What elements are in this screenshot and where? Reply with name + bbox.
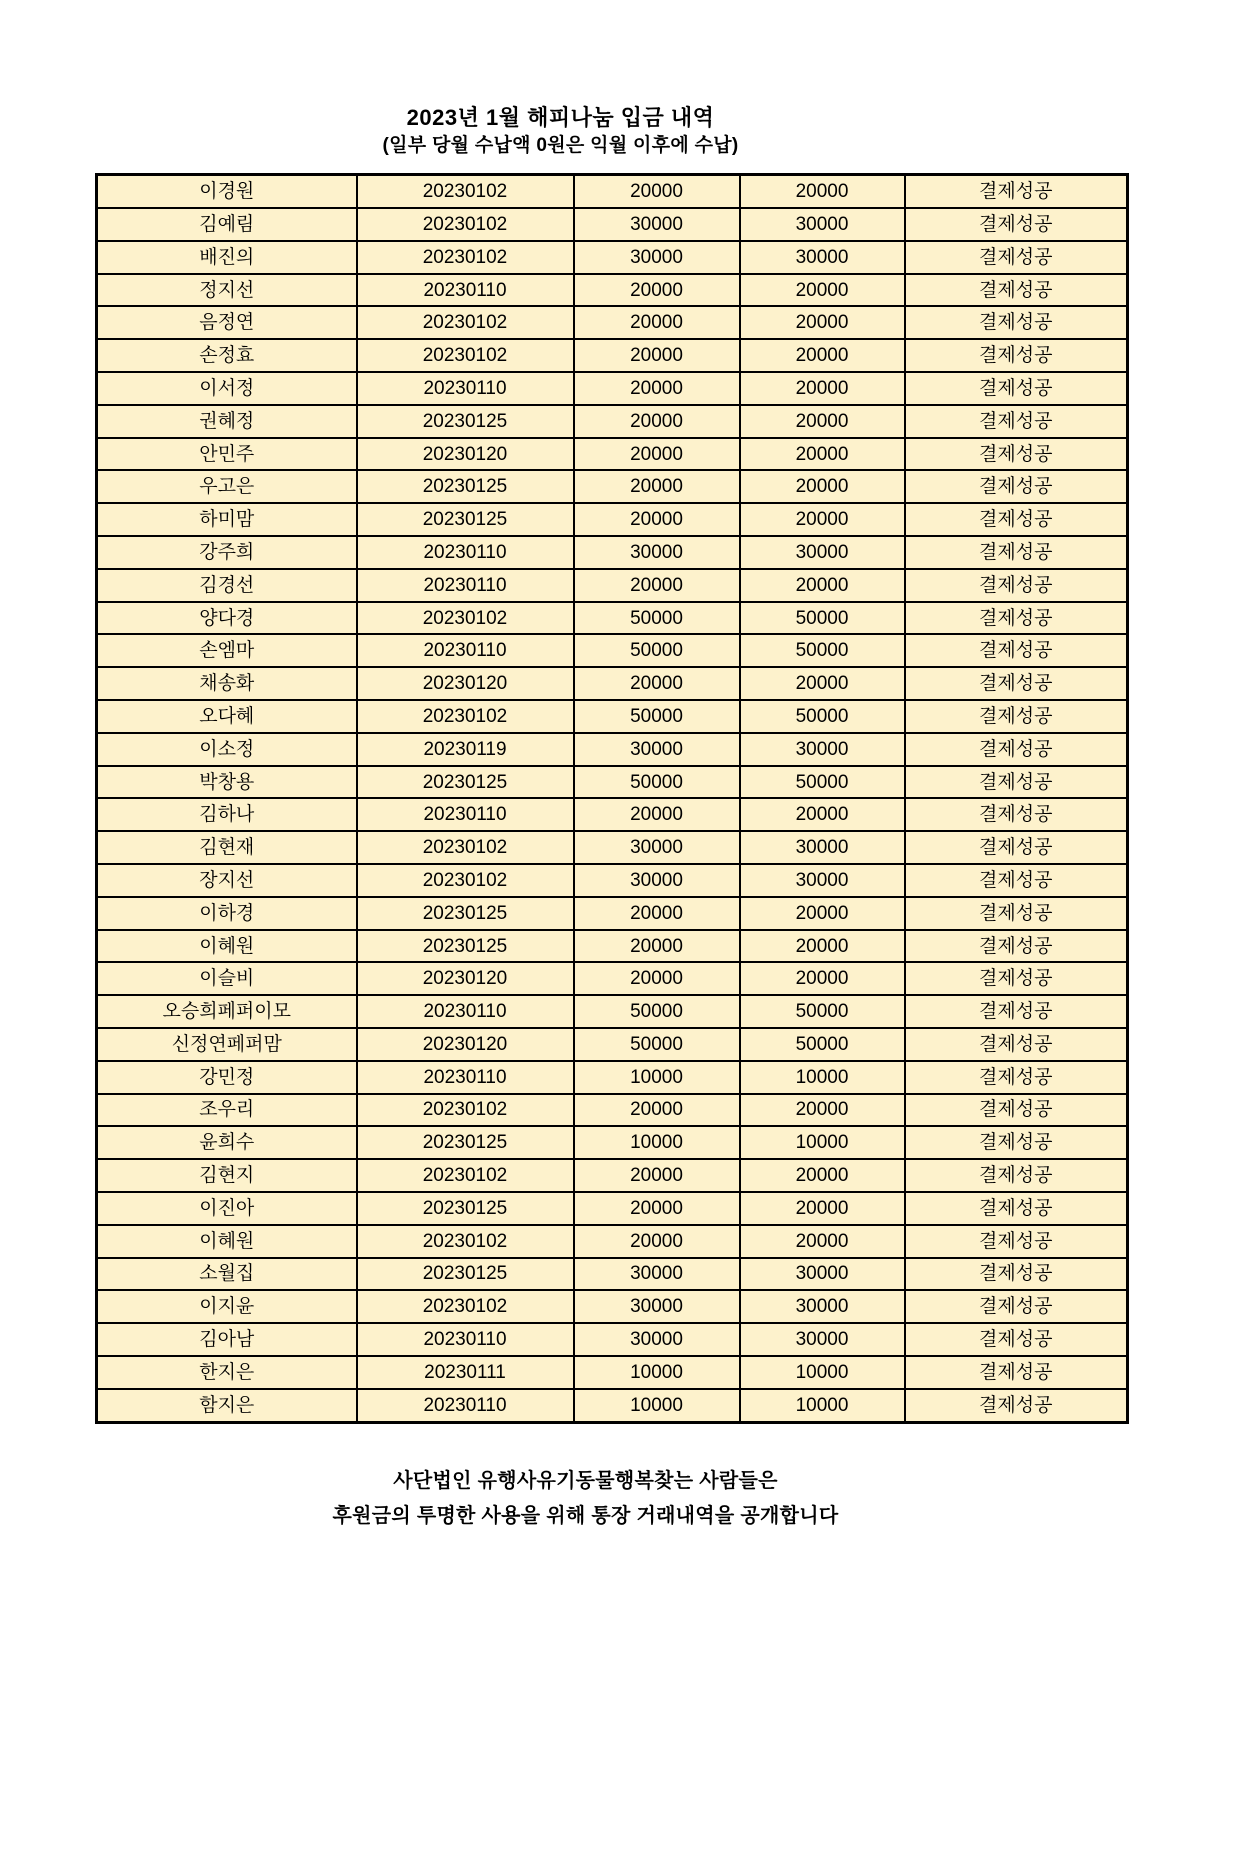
donor-name-cell: 이하경: [97, 897, 357, 930]
payment-status-cell: 결제성공: [905, 1258, 1128, 1291]
table-row: [97, 1192, 1128, 1225]
table-row: [97, 274, 1128, 307]
table-row: [97, 634, 1128, 667]
amount-paid-cell: 30000: [740, 241, 905, 274]
deposit-date-cell: 20230102: [357, 602, 574, 635]
amount-paid-cell: 10000: [740, 1061, 905, 1094]
donor-name-cell: 이혜원: [97, 930, 357, 963]
deposit-date-cell: 20230120: [357, 962, 574, 995]
donor-name-cell: 안민주: [97, 438, 357, 471]
deposit-date-cell: 20230110: [357, 798, 574, 831]
amount-paid-cell: 10000: [740, 1389, 905, 1422]
amount-billed-cell: 20000: [574, 1192, 740, 1225]
table-row: [97, 1356, 1128, 1389]
deposit-date-cell: 20230102: [357, 831, 574, 864]
table-row: [97, 175, 1128, 208]
table-row: [97, 602, 1128, 635]
page-title: 2023년 1월 해피나눔 입금 내역: [406, 105, 715, 130]
payment-status-cell: 결제성공: [905, 1290, 1128, 1323]
payment-status-cell: 결제성공: [905, 1192, 1128, 1225]
deposit-date-cell: 20230125: [357, 1192, 574, 1225]
payment-status-cell: 결제성공: [905, 306, 1128, 339]
donor-name-cell: 이소정: [97, 733, 357, 766]
amount-billed-cell: 10000: [574, 1389, 740, 1422]
amount-paid-cell: 30000: [740, 1323, 905, 1356]
donor-name-cell: 김경선: [97, 569, 357, 602]
table-row: [97, 405, 1128, 438]
payment-status-cell: 결제성공: [905, 798, 1128, 831]
amount-billed-cell: 20000: [574, 569, 740, 602]
amount-billed-cell: 50000: [574, 602, 740, 635]
amount-paid-cell: 30000: [740, 831, 905, 864]
amount-paid-cell: 20000: [740, 667, 905, 700]
deposit-date-cell: 20230110: [357, 1323, 574, 1356]
amount-billed-cell: 20000: [574, 438, 740, 471]
payment-status-cell: 결제성공: [905, 1094, 1128, 1127]
deposit-date-cell: 20230102: [357, 1159, 574, 1192]
table-row: [97, 798, 1128, 831]
amount-paid-cell: 20000: [740, 1192, 905, 1225]
payment-status-cell: 결제성공: [905, 1061, 1128, 1094]
deposit-date-cell: 20230102: [357, 208, 574, 241]
deposit-date-cell: 20230110: [357, 372, 574, 405]
payment-status-cell: 결제성공: [905, 766, 1128, 799]
amount-billed-cell: 20000: [574, 962, 740, 995]
donor-name-cell: 함지은: [97, 1389, 357, 1422]
deposit-date-cell: 20230102: [357, 1290, 574, 1323]
amount-billed-cell: 20000: [574, 798, 740, 831]
donor-name-cell: 장지선: [97, 864, 357, 897]
amount-paid-cell: 50000: [740, 766, 905, 799]
amount-billed-cell: 20000: [574, 274, 740, 307]
donor-name-cell: 김아남: [97, 1323, 357, 1356]
amount-billed-cell: 20000: [574, 503, 740, 536]
amount-paid-cell: 20000: [740, 798, 905, 831]
donor-name-cell: 이혜원: [97, 1225, 357, 1258]
table-row: [97, 372, 1128, 405]
deposit-date-cell: 20230102: [357, 175, 574, 208]
donor-name-cell: 조우리: [97, 1094, 357, 1127]
donor-name-cell: 소월집: [97, 1258, 357, 1291]
amount-billed-cell: 20000: [574, 372, 740, 405]
deposit-date-cell: 20230110: [357, 274, 574, 307]
deposit-table: [95, 173, 1129, 1423]
amount-paid-cell: 20000: [740, 1225, 905, 1258]
donor-name-cell: 박창용: [97, 766, 357, 799]
amount-billed-cell: 30000: [574, 1258, 740, 1291]
amount-billed-cell: 20000: [574, 930, 740, 963]
table-row: [97, 766, 1128, 799]
donor-name-cell: 채송화: [97, 667, 357, 700]
payment-status-cell: 결제성공: [905, 372, 1128, 405]
donor-name-cell: 이슬비: [97, 962, 357, 995]
amount-billed-cell: 30000: [574, 1290, 740, 1323]
deposit-date-cell: 20230102: [357, 339, 574, 372]
amount-paid-cell: 20000: [740, 175, 905, 208]
donor-name-cell: 강민정: [97, 1061, 357, 1094]
table-row: [97, 1389, 1128, 1422]
payment-status-cell: 결제성공: [905, 503, 1128, 536]
amount-billed-cell: 20000: [574, 1159, 740, 1192]
donor-name-cell: 손정효: [97, 339, 357, 372]
amount-paid-cell: 50000: [740, 634, 905, 667]
amount-paid-cell: 20000: [740, 339, 905, 372]
table-row: [97, 930, 1128, 963]
table-row: [97, 733, 1128, 766]
payment-status-cell: 결제성공: [905, 274, 1128, 307]
amount-billed-cell: 30000: [574, 733, 740, 766]
amount-paid-cell: 50000: [740, 602, 905, 635]
deposit-date-cell: 20230110: [357, 634, 574, 667]
donor-name-cell: 이경원: [97, 175, 357, 208]
amount-paid-cell: 20000: [740, 1094, 905, 1127]
deposit-date-cell: 20230120: [357, 438, 574, 471]
donor-name-cell: 이진아: [97, 1192, 357, 1225]
payment-status-cell: 결제성공: [905, 1323, 1128, 1356]
amount-paid-cell: 20000: [740, 503, 905, 536]
payment-status-cell: 결제성공: [905, 962, 1128, 995]
table-row: [97, 667, 1128, 700]
amount-paid-cell: 20000: [740, 1159, 905, 1192]
table-row: [97, 1126, 1128, 1159]
footer-line-2: 후원금의 투명한 사용을 위해 통장 거래내역을 공개합니다: [332, 1504, 839, 1527]
deposit-date-cell: 20230120: [357, 1028, 574, 1061]
donor-name-cell: 하미맘: [97, 503, 357, 536]
payment-status-cell: 결제성공: [905, 634, 1128, 667]
amount-billed-cell: 30000: [574, 208, 740, 241]
deposit-date-cell: 20230110: [357, 569, 574, 602]
table-row: [97, 1290, 1128, 1323]
amount-billed-cell: 20000: [574, 175, 740, 208]
deposit-date-cell: 20230102: [357, 864, 574, 897]
amount-paid-cell: 20000: [740, 569, 905, 602]
deposit-date-cell: 20230125: [357, 1258, 574, 1291]
amount-paid-cell: 30000: [740, 733, 905, 766]
payment-status-cell: 결제성공: [905, 339, 1128, 372]
amount-paid-cell: 20000: [740, 438, 905, 471]
payment-status-cell: 결제성공: [905, 831, 1128, 864]
table-row: [97, 700, 1128, 733]
donor-name-cell: 김현지: [97, 1159, 357, 1192]
amount-billed-cell: 10000: [574, 1126, 740, 1159]
amount-paid-cell: 10000: [740, 1356, 905, 1389]
amount-paid-cell: 50000: [740, 995, 905, 1028]
donor-name-cell: 우고은: [97, 470, 357, 503]
deposit-date-cell: 20230125: [357, 930, 574, 963]
payment-status-cell: 결제성공: [905, 569, 1128, 602]
document-header: [95, 103, 1126, 159]
amount-paid-cell: 20000: [740, 930, 905, 963]
amount-paid-cell: 30000: [740, 536, 905, 569]
table-row: [97, 503, 1128, 536]
donor-name-cell: 손엠마: [97, 634, 357, 667]
donor-name-cell: 윤희수: [97, 1126, 357, 1159]
table-row: [97, 1028, 1128, 1061]
deposit-date-cell: 20230120: [357, 667, 574, 700]
amount-paid-cell: 50000: [740, 1028, 905, 1061]
table-row: [97, 470, 1128, 503]
amount-billed-cell: 30000: [574, 241, 740, 274]
payment-status-cell: 결제성공: [905, 405, 1128, 438]
amount-paid-cell: 30000: [740, 1258, 905, 1291]
amount-paid-cell: 30000: [740, 864, 905, 897]
deposit-date-cell: 20230125: [357, 503, 574, 536]
table-row: [97, 897, 1128, 930]
donor-name-cell: 이지윤: [97, 1290, 357, 1323]
amount-paid-cell: 30000: [740, 1290, 905, 1323]
payment-status-cell: 결제성공: [905, 667, 1128, 700]
deposit-date-cell: 20230110: [357, 995, 574, 1028]
payment-status-cell: 결제성공: [905, 995, 1128, 1028]
amount-paid-cell: 20000: [740, 306, 905, 339]
payment-status-cell: 결제성공: [905, 208, 1128, 241]
payment-status-cell: 결제성공: [905, 175, 1128, 208]
payment-status-cell: 결제성공: [905, 700, 1128, 733]
deposit-date-cell: 20230111: [357, 1356, 574, 1389]
payment-status-cell: 결제성공: [905, 1225, 1128, 1258]
donor-name-cell: 김하나: [97, 798, 357, 831]
table-row: [97, 1061, 1128, 1094]
table-row: [97, 1094, 1128, 1127]
amount-billed-cell: 20000: [574, 306, 740, 339]
table-row: [97, 1159, 1128, 1192]
payment-status-cell: 결제성공: [905, 930, 1128, 963]
deposit-date-cell: 20230110: [357, 1389, 574, 1422]
amount-billed-cell: 10000: [574, 1061, 740, 1094]
amount-billed-cell: 30000: [574, 864, 740, 897]
payment-status-cell: 결제성공: [905, 602, 1128, 635]
table-row: [97, 536, 1128, 569]
payment-status-cell: 결제성공: [905, 897, 1128, 930]
payment-status-cell: 결제성공: [905, 864, 1128, 897]
payment-status-cell: 결제성공: [905, 1159, 1128, 1192]
donor-name-cell: 신정연페퍼맘: [97, 1028, 357, 1061]
deposit-date-cell: 20230119: [357, 733, 574, 766]
document-footer: [95, 1464, 1126, 1534]
deposit-date-cell: 20230102: [357, 1094, 574, 1127]
donor-name-cell: 이서정: [97, 372, 357, 405]
deposit-date-cell: 20230110: [357, 536, 574, 569]
payment-status-cell: 결제성공: [905, 733, 1128, 766]
deposit-date-cell: 20230102: [357, 306, 574, 339]
amount-paid-cell: 20000: [740, 897, 905, 930]
donor-name-cell: 정지선: [97, 274, 357, 307]
amount-billed-cell: 30000: [574, 1323, 740, 1356]
payment-status-cell: 결제성공: [905, 1356, 1128, 1389]
payment-status-cell: 결제성공: [905, 438, 1128, 471]
amount-billed-cell: 50000: [574, 766, 740, 799]
donor-name-cell: 양다경: [97, 602, 357, 635]
amount-paid-cell: 20000: [740, 962, 905, 995]
amount-billed-cell: 20000: [574, 1225, 740, 1258]
table-row: [97, 241, 1128, 274]
donor-name-cell: 음정연: [97, 306, 357, 339]
table-row: [97, 438, 1128, 471]
payment-status-cell: 결제성공: [905, 241, 1128, 274]
deposit-date-cell: 20230125: [357, 1126, 574, 1159]
deposit-date-cell: 20230102: [357, 241, 574, 274]
amount-billed-cell: 20000: [574, 897, 740, 930]
deposit-date-cell: 20230102: [357, 700, 574, 733]
table-row: [97, 339, 1128, 372]
amount-billed-cell: 30000: [574, 831, 740, 864]
deposit-date-cell: 20230125: [357, 897, 574, 930]
donor-name-cell: 배진의: [97, 241, 357, 274]
amount-paid-cell: 20000: [740, 372, 905, 405]
table-row: [97, 569, 1128, 602]
amount-paid-cell: 10000: [740, 1126, 905, 1159]
table-row: [97, 306, 1128, 339]
table-row: [97, 995, 1128, 1028]
amount-paid-cell: 20000: [740, 405, 905, 438]
amount-billed-cell: 20000: [574, 1094, 740, 1127]
payment-status-cell: 결제성공: [905, 470, 1128, 503]
donor-name-cell: 권혜정: [97, 405, 357, 438]
donor-name-cell: 김예림: [97, 208, 357, 241]
amount-billed-cell: 20000: [574, 667, 740, 700]
donor-name-cell: 오다혜: [97, 700, 357, 733]
table-row: [97, 1258, 1128, 1291]
deposit-date-cell: 20230125: [357, 405, 574, 438]
deposit-date-cell: 20230102: [357, 1225, 574, 1258]
donor-name-cell: 오승희페퍼이모: [97, 995, 357, 1028]
amount-paid-cell: 30000: [740, 208, 905, 241]
table-row: [97, 208, 1128, 241]
deposit-date-cell: 20230125: [357, 766, 574, 799]
amount-paid-cell: 20000: [740, 470, 905, 503]
amount-billed-cell: 50000: [574, 634, 740, 667]
payment-status-cell: 결제성공: [905, 1028, 1128, 1061]
table-row: [97, 864, 1128, 897]
deposit-date-cell: 20230125: [357, 470, 574, 503]
donor-name-cell: 한지은: [97, 1356, 357, 1389]
amount-billed-cell: 20000: [574, 470, 740, 503]
amount-billed-cell: 50000: [574, 995, 740, 1028]
deposit-table-body: [97, 175, 1128, 1422]
table-row: [97, 1225, 1128, 1258]
payment-status-cell: 결제성공: [905, 1126, 1128, 1159]
footer-line-1: 사단법인 유행사유기동물행복찾는 사람들은: [393, 1469, 778, 1492]
amount-billed-cell: 50000: [574, 700, 740, 733]
donor-name-cell: 김현재: [97, 831, 357, 864]
table-row: [97, 1323, 1128, 1356]
page-subtitle: (일부 당월 수납액 0원은 익월 이후에 수납): [382, 134, 739, 156]
table-row: [97, 831, 1128, 864]
amount-billed-cell: 30000: [574, 536, 740, 569]
amount-paid-cell: 50000: [740, 700, 905, 733]
amount-billed-cell: 20000: [574, 405, 740, 438]
amount-billed-cell: 10000: [574, 1356, 740, 1389]
amount-billed-cell: 20000: [574, 339, 740, 372]
amount-paid-cell: 20000: [740, 274, 905, 307]
deposit-date-cell: 20230110: [357, 1061, 574, 1094]
table-row: [97, 962, 1128, 995]
payment-status-cell: 결제성공: [905, 536, 1128, 569]
amount-billed-cell: 50000: [574, 1028, 740, 1061]
payment-status-cell: 결제성공: [905, 1389, 1128, 1422]
donor-name-cell: 강주희: [97, 536, 357, 569]
